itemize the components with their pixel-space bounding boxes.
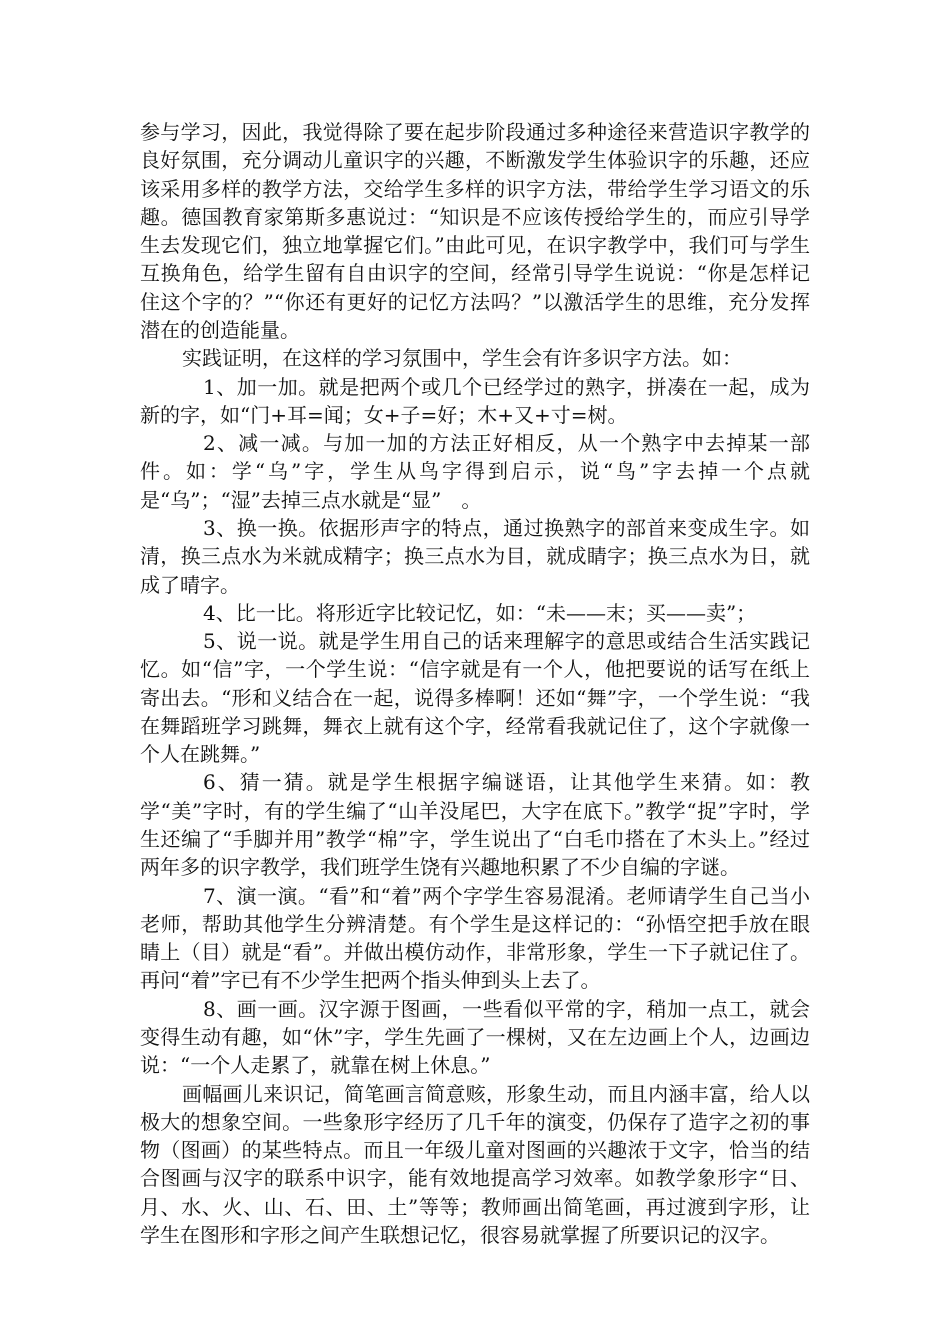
paragraph-method-subtract: 2、减一减。与加一加的方法正好相反，从一个熟字中去掉某一部件。如：学“乌”字，学生从鸟字得到启示，说“鸟”字去掉一个点就是“乌”；“湿”去掉三点水就是“显” 。	[140, 431, 810, 512]
document-body	[140, 118, 810, 1249]
paragraph-method-guess: 6、猜一猜。就是学生根据字编谜语，让其他学生来猜。如：教学“美”字时，有的学生编了“山羊没尾巴，大字在底下。”教学“捉”字时，学生还编了“手脚并用”教学“棉”字，学生说出了“白毛巾搭在了木头上。”经过两年多的识字教学，我们班学生饶有兴趣地积累了不少自编的字谜。	[140, 770, 810, 880]
paragraph-intro-continued: 参与学习，因此，我觉得除了要在起步阶段通过多种途径来营造识字教学的良好氛围，充分调动儿童识字的兴趣，不断激发学生体验识字的乐趣，还应该采用多样的教学方法，交给学生多样的识字方法，带给学生学习语文的乐趣。德国教育家第斯多惠说过：“知识是不应该传授给学生的，而应引导学生去发现它们，独立地掌握它们。”由此可见，在识字教学中，我们可与学生互换角色，给学生留有自由识字的空间，经常引导学生说说：“你是怎样记住这个字的？”“你还有更好的记忆方法吗？”以激活学生的思维，充分发挥潜在的创造能量。	[140, 120, 810, 342]
paragraph-method-draw: 8、画一画。汉字源于图画，一些看似平常的字，稍加一点工，就会变得生动有趣，如“休”字，学生先画了一棵树，又在左边画上个人，边画边说：“一个人走累了，就靠在树上休息。”	[140, 996, 810, 1078]
paragraph-method-swap: 3、换一换。依据形声字的特点，通过换熟字的部首来变成生字。如清，换三点水为米就成精字；换三点水为目，就成睛字；换三点水为日，就成了晴字。	[140, 515, 810, 597]
paragraph-method-speak: 5、说一说。就是学生用自己的话来理解字的意思或结合生活实践记忆。如“信”字，一个学生说：“信字就是有一个人，他把要说的话写在纸上寄出去。“形和义结合在一起，说得多棒啊！还如“舞”字，一个学生说：“我在舞蹈班学习跳舞，舞衣上就有这个字，经常看我就记住了，这个字就像一个人在跳舞。”	[140, 629, 810, 767]
paragraph-drawing-explanation: 画幅画儿来识记，简笔画言简意赅，形象生动，而且内涵丰富，给人以极大的想象空间。一些象形字经历了几千年的演变，仍保存了造字之初的事物（图画）的某些特点。而且一年级儿童对图画的兴趣浓于文字，恰当的结合图画与汉字的联系中识字，能有效地提高学习效率。如教学象形字“日、月、水、火、山、石、田、土”等等；教师画出简笔画，再过渡到字形，让学生在图形和字形之间产生联想记忆，很容易就掌握了所要识记的汉字。	[140, 1081, 810, 1247]
paragraph-method-compare: 4、比一比。将形近字比较记忆，如：“未——末；买——卖”；	[203, 600, 757, 625]
paragraph-methods-intro: 实践证明，在这样的学习氛围中，学生会有许多识字方法。如：	[182, 346, 742, 371]
paragraph-method-act: 7、演一演。“看”和“着”两个字学生容易混淆。老师请学生自己当小老师，帮助其他学生分辨清楚。有个学生是这样记的：“孙悟空把手放在眼睛上（目）就是“看”。并做出模仿动作，非常形象，学生一下子就记住了。再问“着”字已有不少学生把两个指头伸到头上去了。	[140, 883, 810, 993]
paragraph-method-add: 1、加一加。就是把两个或几个已经学过的熟字，拼凑在一起，成为新的字，如“门+耳=闻；女+子=好；木+又+寸=树。	[140, 374, 810, 427]
